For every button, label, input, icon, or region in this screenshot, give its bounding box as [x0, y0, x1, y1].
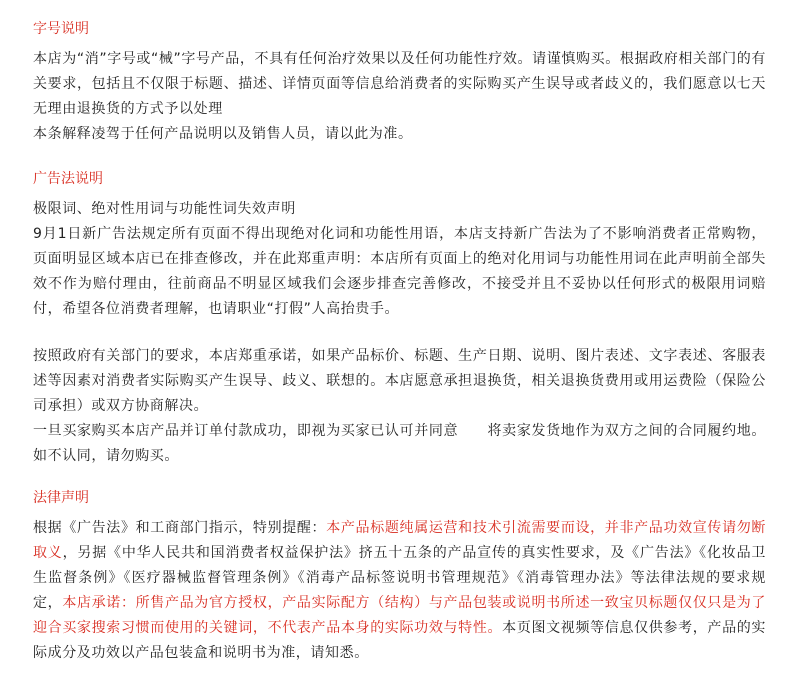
store-promise-section	[33, 344, 766, 469]
legal-reference-note: 本页图文视频等信息仅供参考，产品的实际成分及功效以产品包装盒和说明书为准，请知悉。	[33, 620, 766, 661]
legal-law-references: ，另据《中华人民共和国消费者权益保护法》挤五十五条的产品宣传的真实性要求，及《广告法》《化妆品卫生监督条例》《医疗器械监督管理条例》《消毒产品标签说明书管理规范》《消毒管理办法》等法律法规的要求规定，	[33, 545, 766, 611]
trademark-notice-title: 字号说明	[33, 21, 89, 37]
legal-statement-section	[33, 489, 766, 666]
store-promise-paragraph: 按照政府有关部门的要求，本店郑重承诺，如果产品标价、标题、生产日期、说明、图片表述、文字表述、客服表述等因素对消费者实际购买产生误导、歧义、联想的。本店愿意承担退换货，相关退换货费用或用运费险（保险公司承担）或双方协商解决。	[33, 348, 766, 414]
ad-law-subtitle: 极限词、绝对性用词与功能性词失效声明	[33, 201, 296, 217]
trademark-notice-section	[33, 20, 766, 147]
trademark-notice-paragraph: 本店为“消”字号或“械”字号产品，不具有任何治疗效果以及任何功能性疗效。请谨慎购买。根据政府相关部门的有关要求，包括且不仅限于标题、描述、详情页面等信息给消费者的实际购买产生误导或者歧义的，我们愿意以七天无理由退换货的方式予以处理	[33, 51, 766, 117]
legal-intro-text: 根据《广告法》和工商部门指示，特别提醒：	[33, 520, 327, 536]
ad-law-paragraph: 9月1日新广告法规定所有页面不得出现绝对化词和功能性用语，本店支持新广告法为了不影响消费者正常购物，页面明显区域本店已在排查修改，并在此郑重声明：本店所有页面上的绝对化用词与功能性用词在此声明前全部失效不作为赔付理由，往前商品不明显区域我们会逐步排查完善修改，不接受并且不妥协以任何形式的极限用词赔付，希望各位消费者理解，也请职业“打假”人高抬贵手。	[33, 226, 766, 317]
ad-law-section	[33, 170, 766, 322]
trademark-notice-override: 本条解释凌驾于任何产品说明以及销售人员，请以此为准。	[33, 126, 413, 142]
ad-law-title: 广告法说明	[33, 171, 103, 187]
purchase-agreement-paragraph: 一旦买家购买本店产品并订单付款成功，即视为买家已认可并同意 将卖家发货地作为双方之间的合同履约地。如不认同，请勿购买。	[33, 423, 766, 464]
legal-promise-text: 本店承诺：所售产品为官方授权，产品实际配方（结构）与产品包装或说明书所述一致宝贝标题仅仅只是为了迎合买家搜索习惯而使用的关键词，不代表产品本身的实际功效与特性。	[33, 595, 767, 636]
legal-statement-title: 法律声明	[33, 490, 89, 506]
legal-statement-paragraph	[33, 516, 766, 666]
legal-warning-text: 本产品标题纯属运营和技术引流需要而设，并非产品功效宣传请勿断取义	[33, 520, 767, 561]
